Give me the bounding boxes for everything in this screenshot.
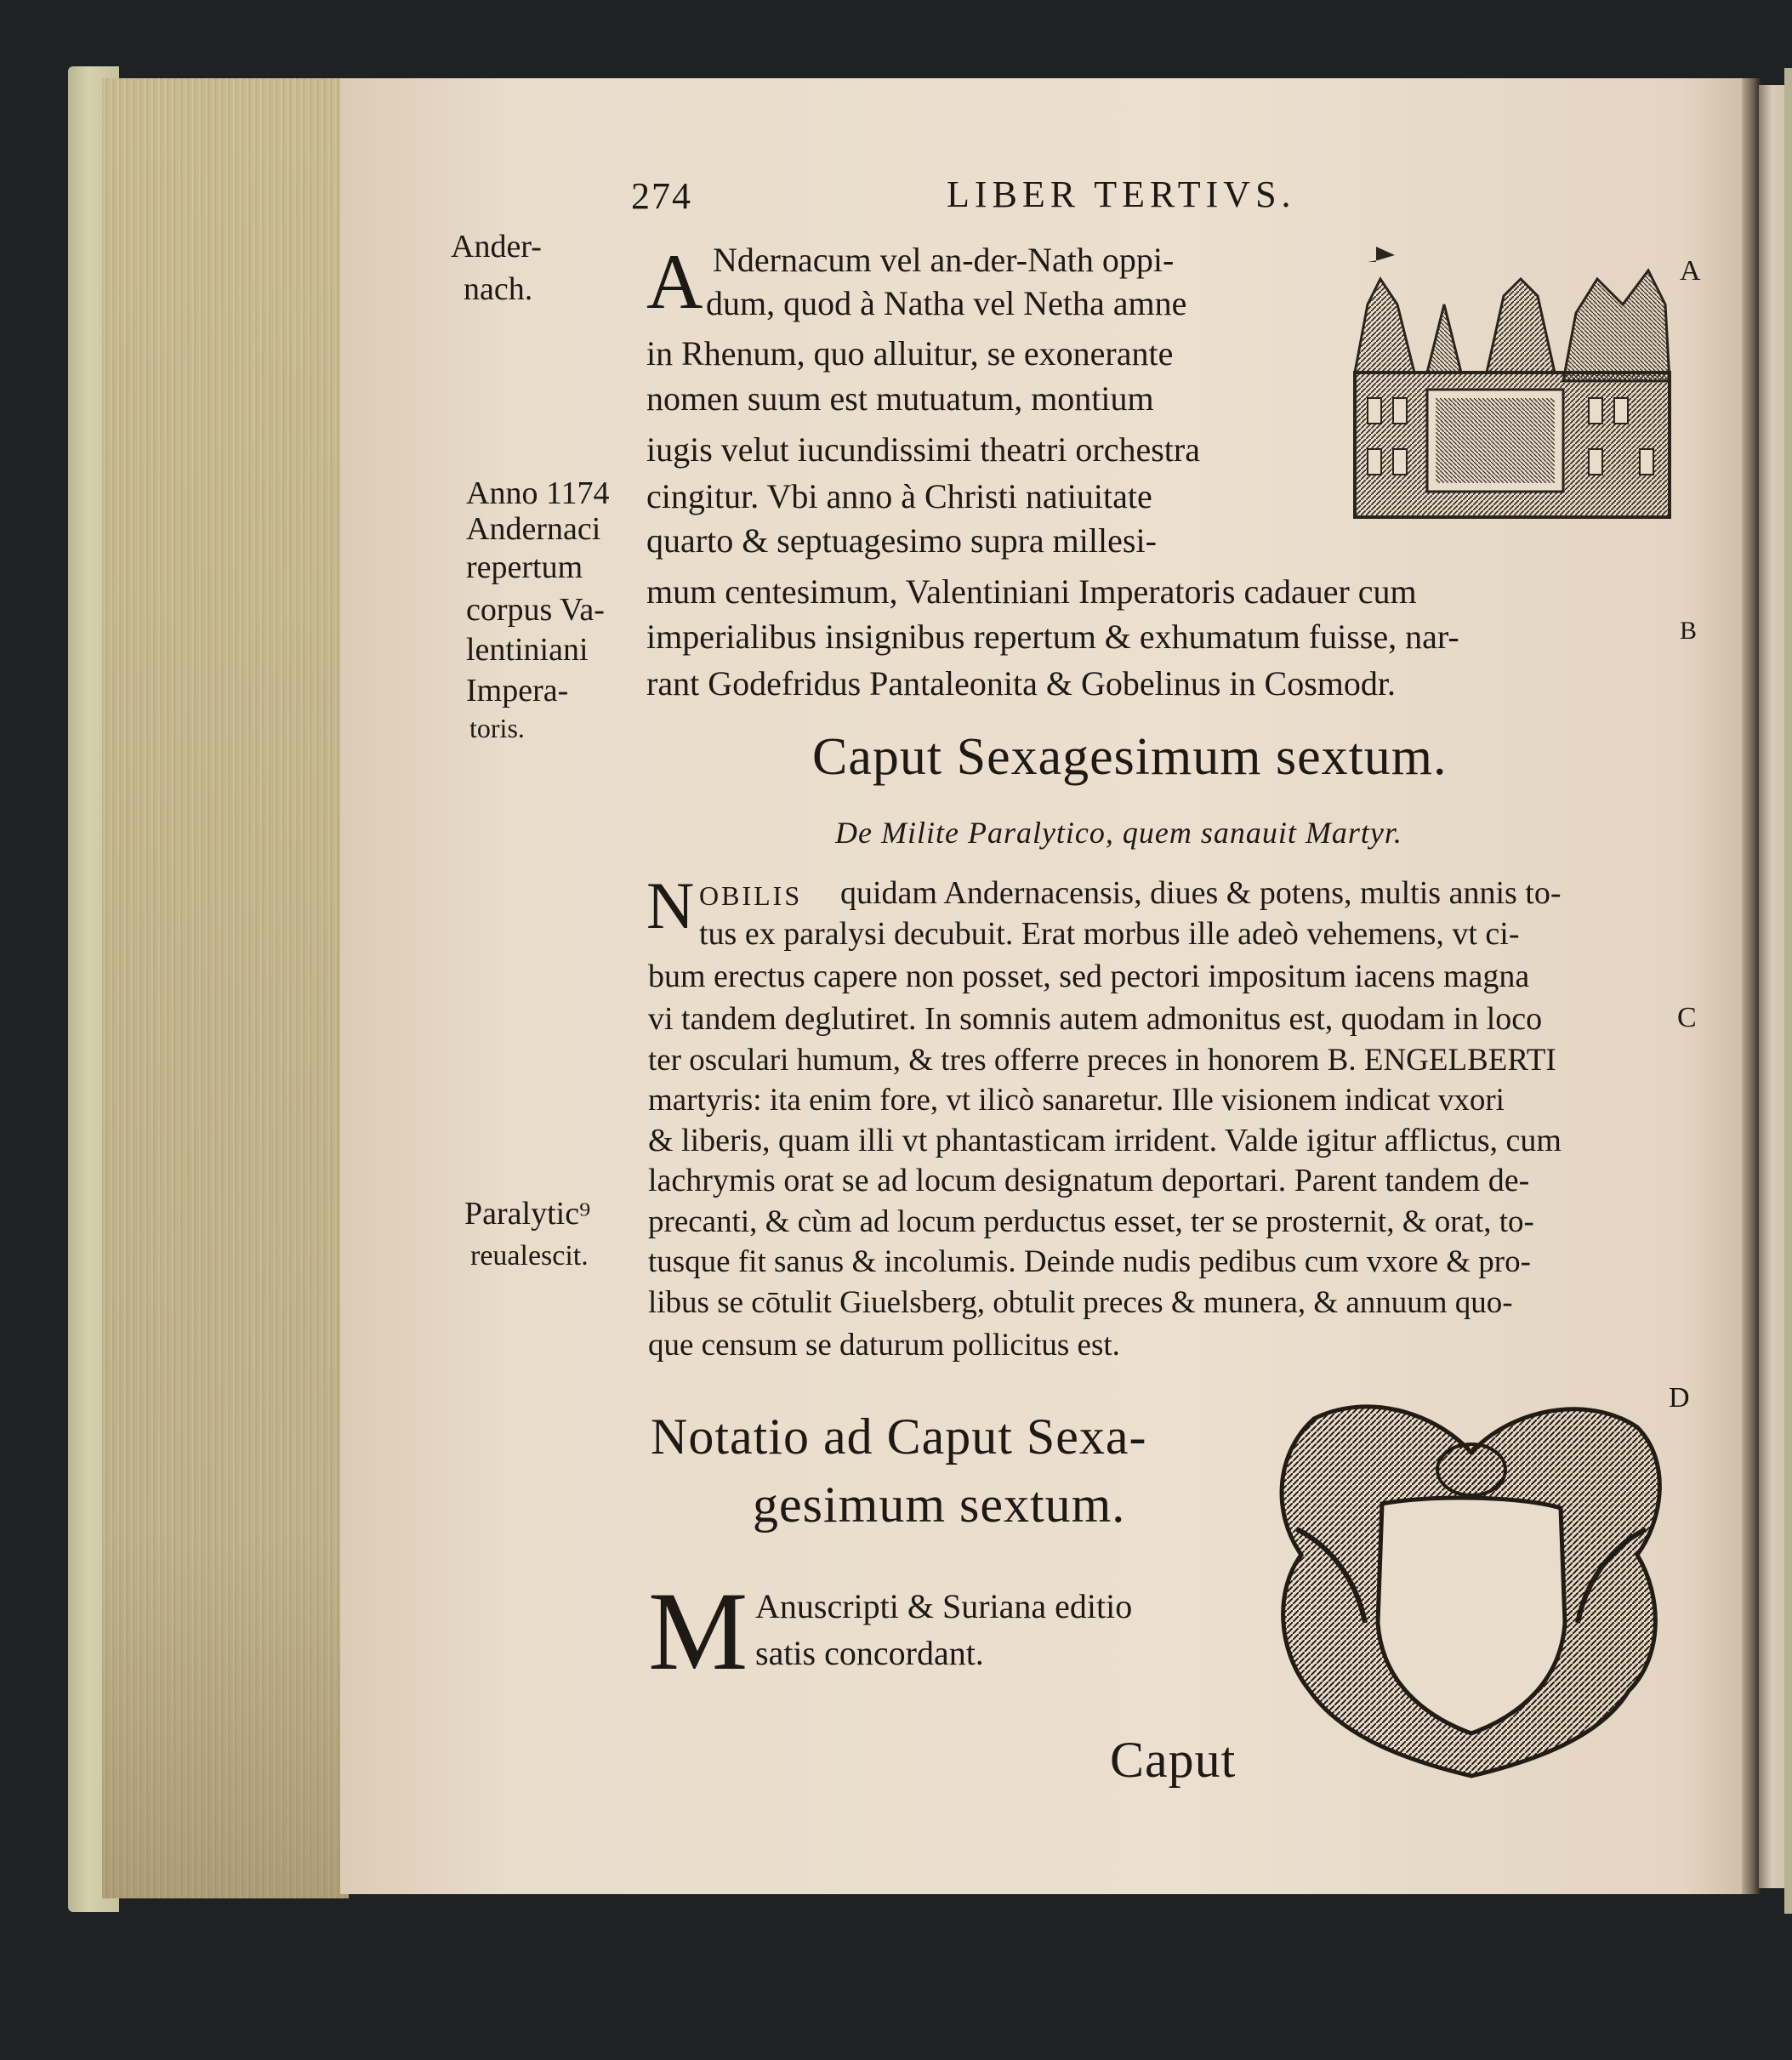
heraldic-shield-woodcut-icon [1263,1402,1680,1793]
chapter-line-2: tus ex paralysi decubuit. Erat morbus ille adeò vehemens, vt ci- [699,916,1520,952]
castle-woodcut-icon [1351,245,1674,526]
chapter-drop-cap: N [646,868,695,942]
margin-note-anno-1: Anno 1174 [466,475,610,511]
chapter-line-3: bum erectus capere non posset, sed pectori impositum iacens magna [648,959,1530,994]
notatio-line-2: satis concordant. [755,1634,984,1672]
margin-note-anno-6: Impera- [466,673,569,708]
notatio-line-1: Anuscripti & Suriana editio [755,1587,1133,1625]
book-cover-right [1784,68,1792,1914]
margin-note-anno-2: Andernaci [466,511,601,547]
notatio-title-line-1: Notatio ad Caput Sexa- [651,1408,1147,1465]
margin-note-anno-4: corpus Va- [466,592,605,628]
fore-edge-shade [102,78,349,1898]
chapter-line-5: ter osculari humum, & tres offerre preces in honorem B. ENGELBERTI [648,1043,1556,1078]
chapter-line-7: & liberis, quam illi vt phantasticam irrident. Valde igitur afflictus, cum [648,1123,1562,1158]
margin-note-anno-3: repertum [466,549,583,585]
running-head: LIBER TERTIVS. [947,174,1296,215]
margin-note-andernach-1: Ander- [451,229,542,265]
intro-drop-cap: A [646,238,703,325]
notatio-drop-cap: M [648,1568,748,1693]
margin-note-paralytic-1: Paralytic⁹ [464,1196,591,1232]
section-letter-d: D [1669,1382,1690,1414]
intro-line-5: iugis velut iucundissimi theatri orchestra [646,430,1200,469]
catchword: Caput [1110,1732,1237,1788]
intro-line-2: dum, quod à Natha vel Netha amne [706,284,1187,322]
intro-line-7: quarto & septuagesimo supra millesi- [646,521,1157,560]
intro-line-3: in Rhenum, quo alluitur, se exonerante [646,334,1174,373]
intro-line-6: cingitur. Vbi anno à Christi natiuitate [646,477,1152,515]
notatio-title-line-2: gesimum sextum. [753,1477,1126,1533]
section-letter-b: B [1680,617,1698,645]
chapter-line-11: libus se cōtulit Giuelsberg, obtulit preces & munera, & annuum quo- [648,1285,1513,1320]
margin-note-anno-5: lentiniani [466,632,589,668]
margin-note-paralytic-2: reualescit. [470,1240,589,1272]
chapter-line-9: precanti, & cùm ad locum perductus esset, ter se prosternit, & orat, to- [648,1204,1534,1239]
chapter-line-12: que censum se daturum pollicitus est. [648,1328,1120,1363]
intro-line-9: imperialibus insignibus repertum & exhumatum fuisse, nar- [646,617,1459,656]
chapter-line-8: lachrymis orat se ad locum designatum deportari. Parent tandem de- [648,1163,1530,1198]
chapter-line-10: tusque fit sanus & incolumis. Deinde nudis pedibus cum vxore & pro- [648,1244,1531,1279]
margin-note-andernach-2: nach. [464,271,533,307]
section-letter-a: A [1680,255,1701,287]
page-number: 274 [631,175,692,217]
chapter-subtitle: De Milite Paralytico, quem sanauit Martyr. [835,816,1402,850]
chapter-first-word: OBILIS [699,880,803,911]
chapter-line-4: vi tandem deglutiret. In somnis autem admonitus est, quodam in loco [648,1001,1543,1037]
section-letter-c: C [1677,1002,1697,1033]
book-gutter [1742,78,1761,1894]
chapter-line-6: martyris: ita enim fore, vt ilicò sanaretur. Ille visionem indicat vxori [648,1083,1505,1118]
intro-line-10: rant Godefridus Pantaleonita & Gobelinus in Cosmodr. [646,664,1396,703]
intro-line-8: mum centesimum, Valentiniani Imperatoris cadauer cum [646,572,1417,611]
intro-line-1: Ndernacum vel an-der-Nath oppi- [713,241,1175,279]
margin-note-anno-7: toris. [469,713,525,743]
chapter-title: Caput Sexagesimum sextum. [812,728,1448,786]
chapter-line-1: quidam Andernacensis, diues & potens, multis annis to- [840,875,1562,911]
intro-line-4: nomen suum est mutuatum, montium [646,379,1154,418]
